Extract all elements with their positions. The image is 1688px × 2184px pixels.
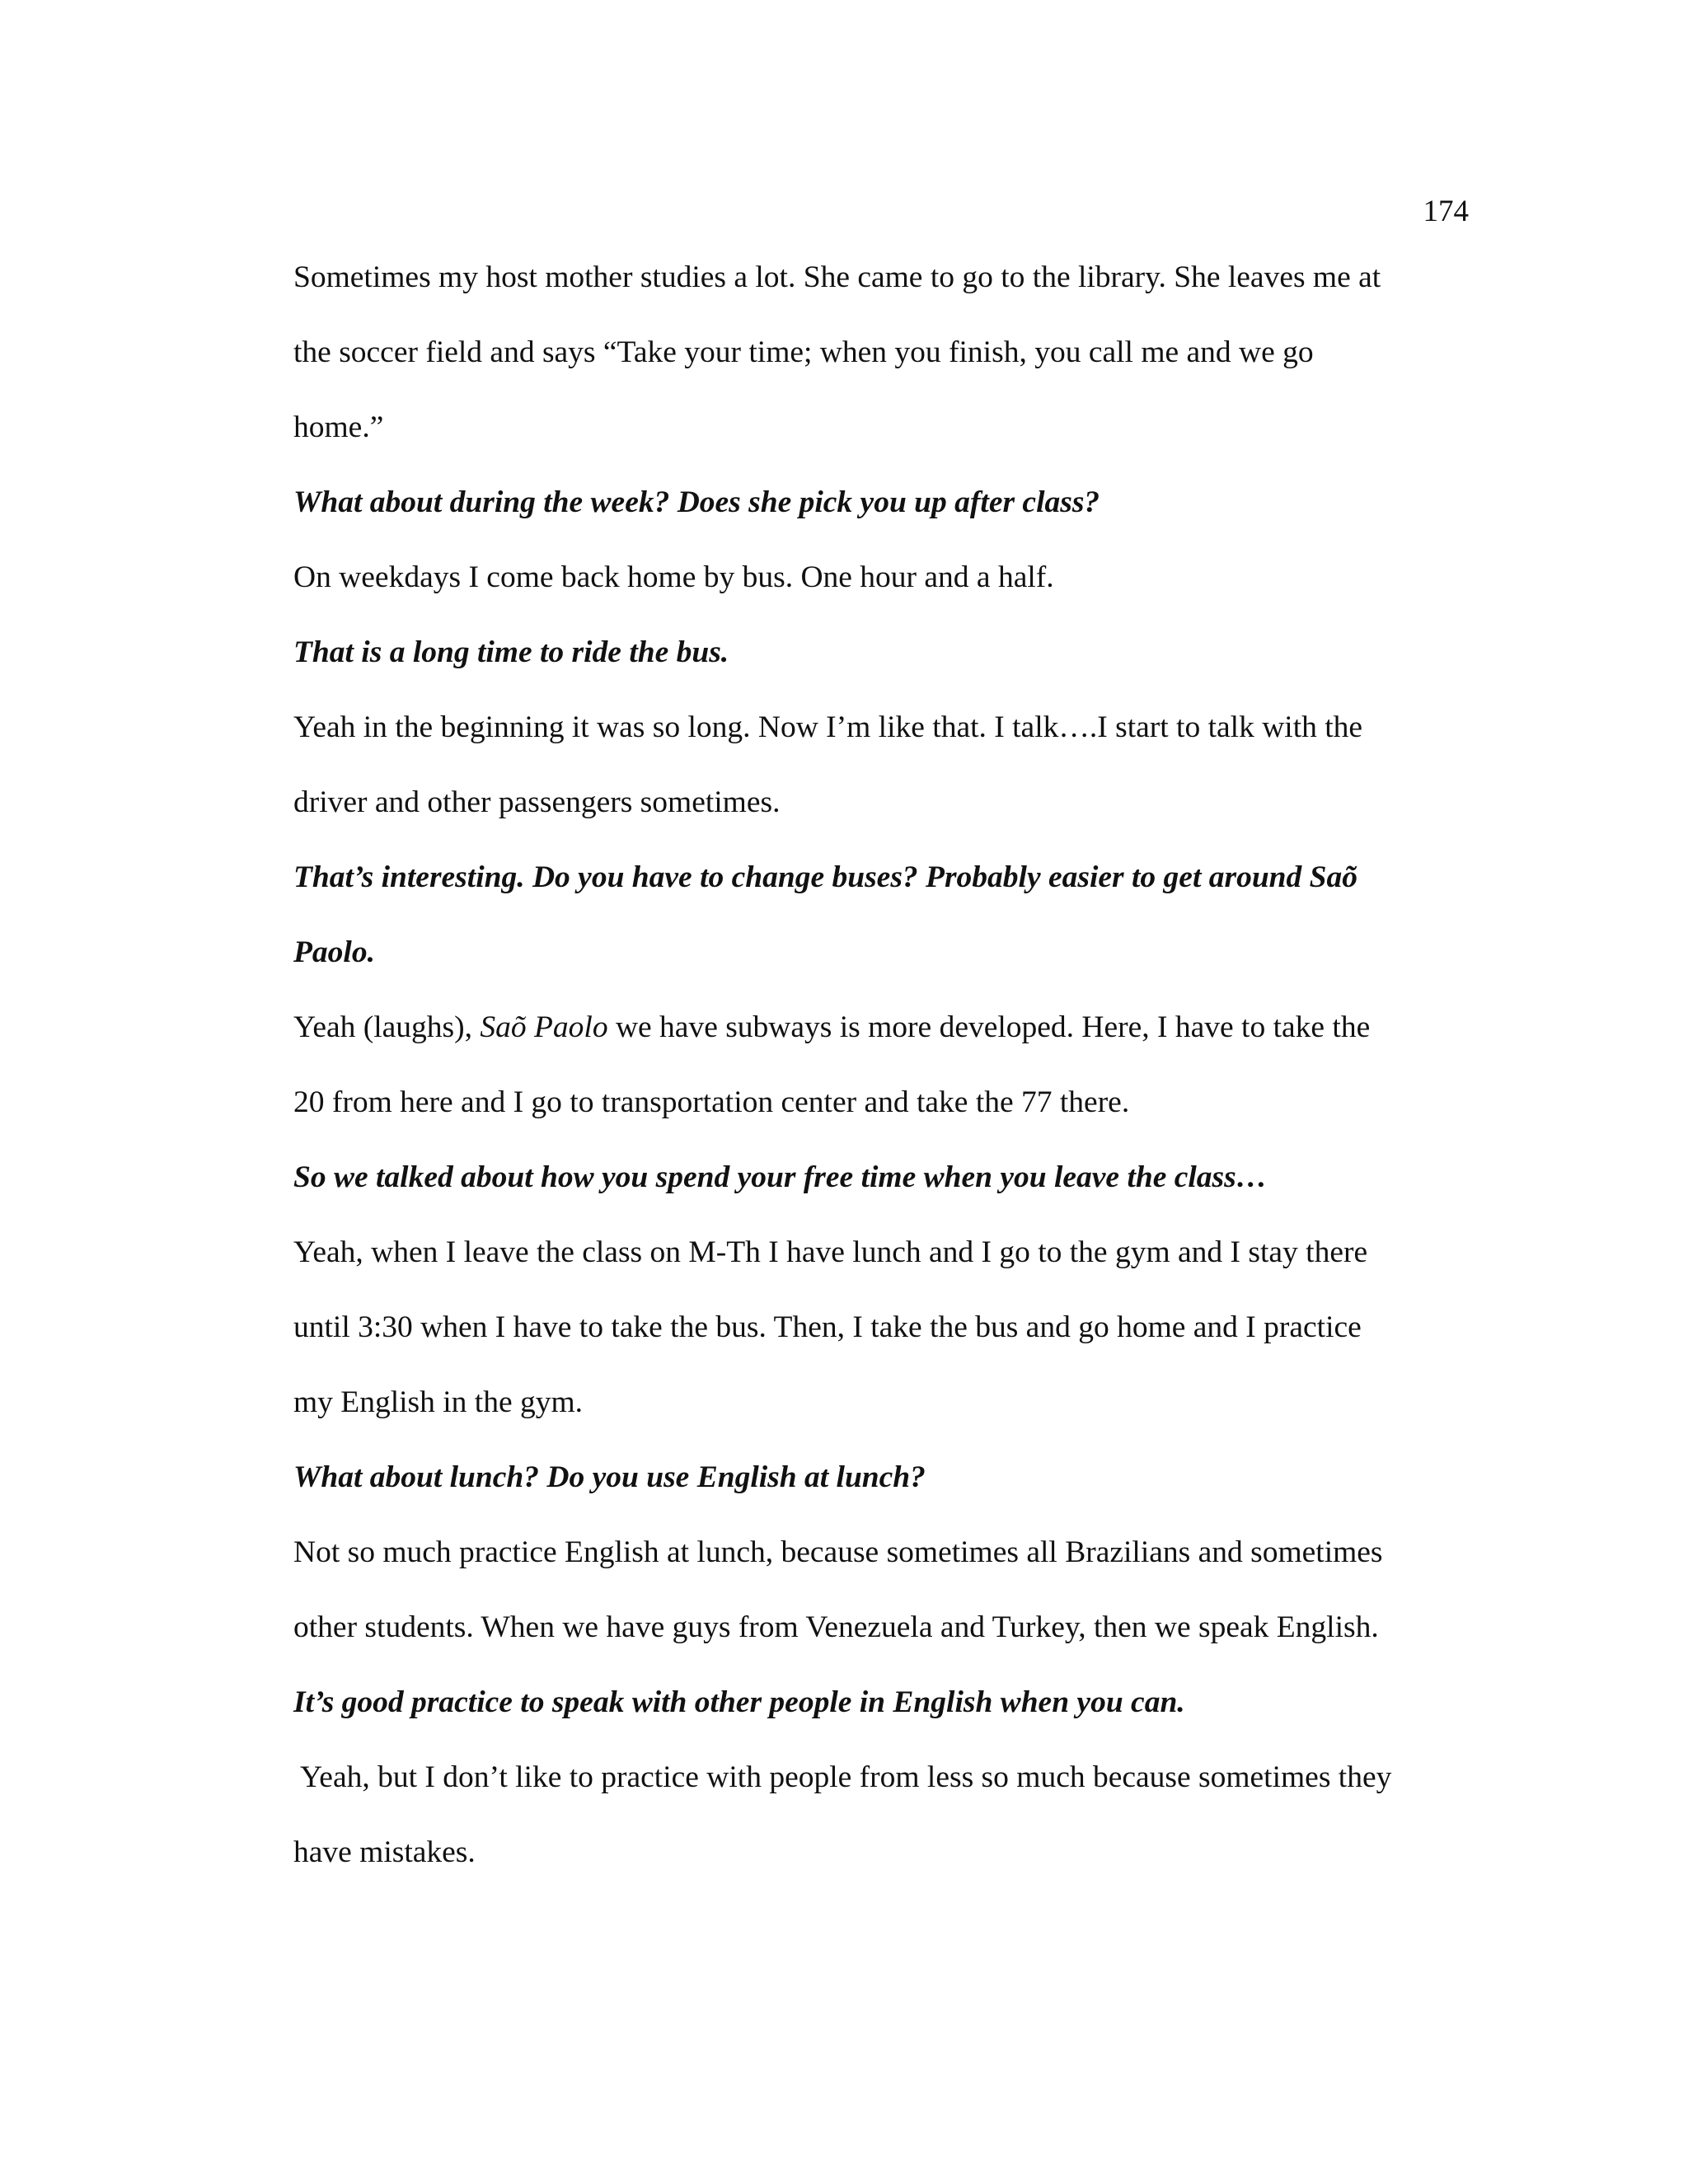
transcript-line-1: Sometimes my host mother studies a lot. She came to go to the library. She leaves me at — [293, 260, 1381, 294]
transcript-line-3: home.” — [293, 410, 384, 444]
page-number: 174 — [1423, 194, 1469, 228]
interviewer-question-3-cont: Paolo. — [293, 935, 375, 969]
transcript-line-15: until 3:30 when I have to take the bus. Then, I take the bus and go home and I practice — [293, 1310, 1362, 1344]
transcript-line-7: Yeah in the beginning it was so long. Now I’m like that. I talk….I start to talk with the — [293, 710, 1363, 744]
transcript-line-5: On weekdays I come back home by bus. One hour and a half. — [293, 560, 1054, 594]
transcript-line-8: driver and other passengers sometimes. — [293, 785, 781, 819]
interviewer-question-1: What about during the week? Does she pick you up after class? — [293, 485, 1100, 519]
transcript-line-22: have mistakes. — [293, 1835, 476, 1869]
interviewer-question-4: So we talked about how you spend your free time when you leave the class… — [293, 1160, 1268, 1194]
interviewer-question-5: What about lunch? Do you use English at lunch? — [293, 1460, 926, 1494]
transcript-line-12: 20 from here and I go to transportation center and take the 77 there. — [293, 1085, 1130, 1119]
line-11-before: Yeah (laughs), — [293, 1010, 481, 1044]
transcript-line-19: other students. When we have guys from Venezuela and Turkey, then we speak English. — [293, 1610, 1379, 1644]
sao-paolo-italic: Saõ Paolo — [480, 1010, 608, 1044]
transcript-line-14: Yeah, when I leave the class on M-Th I have lunch and I go to the gym and I stay there — [293, 1235, 1368, 1269]
transcript-line-2: the soccer field and says “Take your time; when you finish, you call me and we go — [293, 335, 1314, 369]
transcript-line-11 — [293, 1012, 1370, 1043]
transcript-line-18: Not so much practice English at lunch, because sometimes all Brazilians and sometimes — [293, 1535, 1383, 1569]
interviewer-question-3: That’s interesting. Do you have to change buses? Probably easier to get around Saõ — [293, 860, 1358, 894]
interviewer-question-6: It’s good practice to speak with other people in English when you can. — [293, 1685, 1185, 1719]
line-11-after: we have subways is more developed. Here, I have to take the — [607, 1010, 1371, 1044]
interviewer-question-2: That is a long time to ride the bus. — [293, 635, 729, 669]
transcript-line-16: my English in the gym. — [293, 1385, 584, 1419]
transcript-line-21: Yeah, but I don’t like to practice with people from less so much because sometimes they — [293, 1760, 1392, 1794]
